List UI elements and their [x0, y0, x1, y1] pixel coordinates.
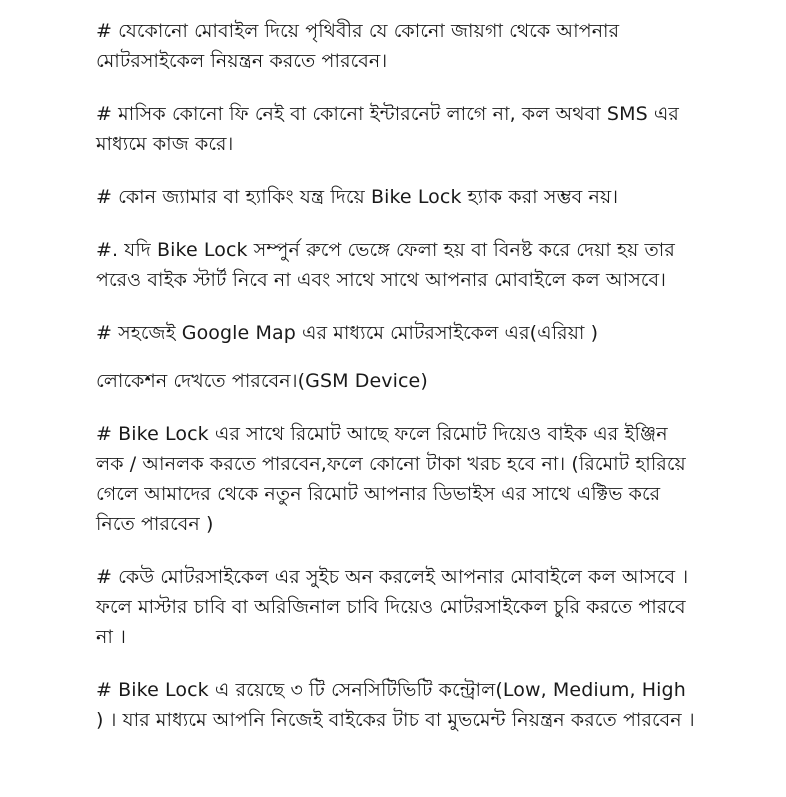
feature-no-monthly-fee: # মাসিক কোনো ফি নেই বা কোনো ইন্টারনেট লাগে না, কল অথবা SMS এর মাধ্যমে কাজ করে। [96, 103, 679, 155]
feature-jammer-proof: # কোন জ্যামার বা হ্যাকিং যন্ত্র দিয়ে Bike Lock হ্যাক করা সম্ভব নয়। [96, 186, 619, 208]
feature-list-document [96, 16, 696, 758]
feature-google-map-line-2: লোকেশন দেখতে পারবেন।(GSM Device) [96, 370, 428, 392]
feature-ignition-call-alert: # কেউ মোটরসাইকেল এর সুইচ অন করলেই আপনার মোবাইলে কল আসবে । ফলে মাস্টার চাবি বা অরিজিনাল চাবি দিয়েও মোটরসাইকেল চুরি করতে পারবে না । [96, 566, 689, 648]
feature-remote-lock: # Bike Lock এর সাথে রিমোট আছে ফলে রিমোট দিয়েও বাইক এর ইঞ্জিন লক / আনলক করতে পারবেন,ফলে কোনো টাকা খরচ হবে না। (রিমোট হারিয়ে গেলে আমাদের থেকে নতুন রিমোট আপনার ডিভাইস এর সাথে এক্টিভ করে নিতে পারবেন ) [96, 423, 686, 535]
feature-google-map-line-1: # সহজেই Google Map এর মাধ্যমে মোটরসাইকেল এর(এরিয়া ) [96, 322, 599, 344]
feature-tamper-alert: #. যদি Bike Lock সম্পুর্ন রুপে ভেঙ্গে ফেলা হয় বা বিনষ্ট করে দেয়া হয় তার পরেও বাইক স্টার্ট নিবে না এবং সাথে সাথে আপনার মোবাইলে কল আসবে। [96, 239, 675, 291]
feature-sensitivity-control: # Bike Lock এ রয়েছে ৩ টি সেনসিটিভিটি কন্ট্রোল(Low, Medium, High ) । যার মাধ্যমে আপনি নিজেই বাইকের টাচ বা মুভমেন্ট নিয়ন্ত্রন করতে পারবেন । [96, 679, 695, 731]
feature-worldwide-control: # যেকোনো মোবাইল দিয়ে পৃথিবীর যে কোনো জায়গা থেকে আপনার মোটরসাইকেল নিয়ন্ত্রন করতে পারবেন। [96, 20, 620, 72]
